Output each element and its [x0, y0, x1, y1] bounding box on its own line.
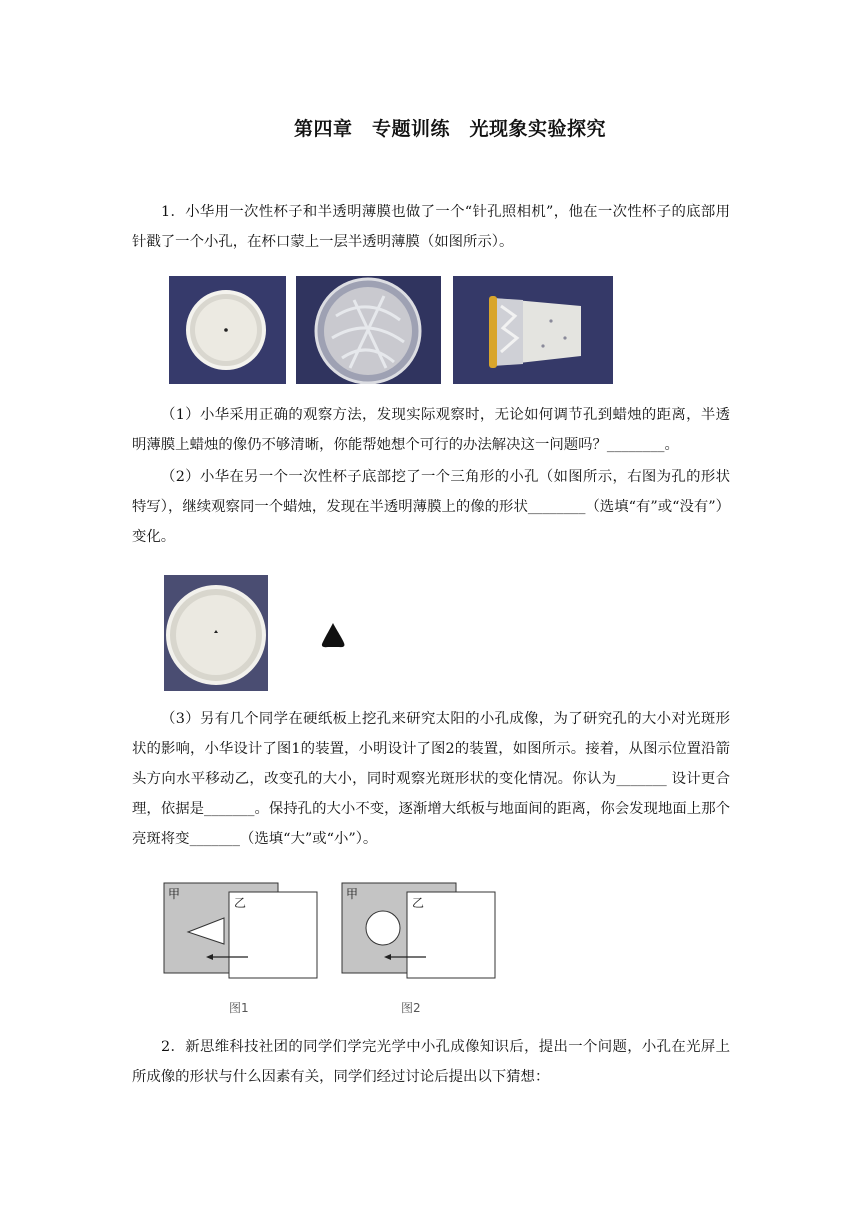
board-a-label: 甲: [346, 887, 359, 901]
figure-2-caption: 图2: [401, 1001, 421, 1015]
question-1-part-1: （1）小华采用正确的观察方法，发现实际观察时，无论如何调节孔到蜡烛的距离，半透明薄膜上蜡烛的像仍不够清晰，你能帮她想个可行的办法解决这一问题吗？________。: [132, 407, 730, 453]
board-b-label: 乙: [234, 896, 247, 910]
board-a-label: 甲: [168, 887, 181, 901]
page-title: 第四章 专题训练 光现象实验探究: [293, 118, 606, 140]
figure-1-caption: 图1: [229, 1001, 249, 1015]
board-b-label: 乙: [412, 896, 425, 910]
cup-bottom-photo: [169, 276, 286, 384]
figure-1-diagram: [160, 880, 322, 980]
cup-side-photo: [453, 276, 613, 384]
figure-2-diagram: [338, 880, 500, 980]
question-1-intro: 1．小华用一次性杯子和半透明薄膜也做了一个“针孔照相机”，他在一次性杯子的底部用针戳了一个小孔，在杯口蒙上一层半透明薄膜（如图所示）。: [132, 204, 730, 250]
triangle-hole-closeup-icon: [318, 620, 348, 650]
triangle-hole-cup-photo: [164, 575, 268, 691]
question-2-intro: 2．新思维科技社团的同学们学完光学中小孔成像知识后，提出一个问题，小孔在光屏上所成像的形状与什么因素有关，同学们经过讨论后提出以下猜想：: [132, 1039, 730, 1085]
cup-film-top-photo: [296, 276, 441, 384]
question-1-part-3: （3）另有几个同学在硬纸板上挖孔来研究太阳的小孔成像，为了研究孔的大小对光斑形状的影响，小华设计了图1的装置，小明设计了图2的装置，如图所示。接着，从图示位置沿箭头方向水平移动乙，改变孔的大小，同时观察光斑形状的变化情况。你认为_______ 设计更合理，依据是_______。保持孔的大小不变，逐渐增大纸板与地面间的距离，你会发现地面上那个亮斑将变_______（选填“大”或“小”）。: [132, 711, 730, 847]
question-1-part-2: （2）小华在另一个一次性杯子底部挖了一个三角形的小孔（如图所示，右图为孔的形状特写），继续观察同一个蜡烛，发现在半透明薄膜上的像的形状________（选填“有”或“没有”）变化。: [132, 469, 730, 545]
